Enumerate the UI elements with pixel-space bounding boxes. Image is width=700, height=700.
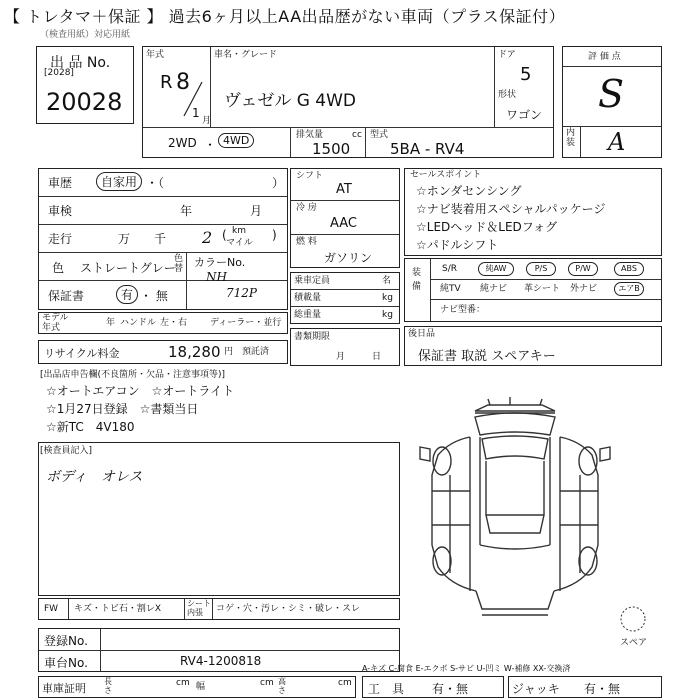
color-code-1: NH <box>206 270 227 284</box>
lot-bracket: [2028] <box>44 68 74 78</box>
car-damage-diagram <box>410 395 620 625</box>
cert-height: 高さ <box>278 677 286 695</box>
year-era: R <box>160 72 173 93</box>
mileage-value: 2 <box>202 228 213 247</box>
equip-aw: 純AW <box>478 262 514 276</box>
color-no-label: カラーNo. <box>194 256 246 269</box>
equip-abs: ABS <box>614 262 644 276</box>
shift-value: AT <box>336 182 352 197</box>
inspection-label: 車検 <box>48 204 73 218</box>
doc-deadline-day: 日 <box>372 352 382 362</box>
banner: 【 トレタマ＋保証 】 過去6ヶ月以上AA出品歴がない車両（プラス保証付） <box>4 7 566 26</box>
spare-tire-icon <box>618 604 648 634</box>
jack-value: 有・無 <box>584 682 621 696</box>
navi-model-label: ナビ型番： <box>440 305 486 315</box>
selling-point-1: ☆ホンダセンシング <box>416 184 522 198</box>
seat-label: シート内張 <box>187 599 211 617</box>
body-type-value: ワゴン <box>506 108 543 122</box>
year-value: 8 <box>176 70 190 95</box>
drive-option-2wd: 2WD <box>168 136 197 150</box>
capacity-unit: 名 <box>382 276 392 286</box>
model-row-handle-opt: 左・右 <box>160 318 188 328</box>
history-title-label: 車歴 <box>48 176 73 190</box>
accessories-label: 後日品 <box>408 329 436 339</box>
year-month: 1 <box>192 106 200 120</box>
mileage-label: 走行 <box>48 232 73 246</box>
fw-label: FW <box>44 604 59 614</box>
score-label: 評 価 点 <box>588 52 621 62</box>
inspector-note: ボディ オレス <box>46 469 143 485</box>
fw-text: キズ・トビ石・割レX <box>74 604 161 614</box>
mileage-km: km <box>232 226 246 236</box>
equip-pw: P/W <box>568 262 598 276</box>
warranty-no: ・ 無 <box>140 289 168 303</box>
equipment-label: 装備 <box>412 268 422 292</box>
shift-label: シフト <box>296 171 324 181</box>
lot-label: 出 品 No. <box>50 55 111 71</box>
year-month-suffix: 月 <box>202 116 212 126</box>
equip-airbag: エアB <box>614 282 644 296</box>
fuel-value: ガソリン <box>324 251 373 265</box>
declaration-line-1: ☆オートエアコン ☆オートライト <box>46 384 235 398</box>
chassis-label: 車台No. <box>44 656 88 670</box>
warranty-label: 保証書 <box>48 289 85 303</box>
equip-leather: 革シート <box>524 284 561 294</box>
interior-label: 内装 <box>566 128 576 148</box>
model-name: ヴェゼル G 4WD <box>224 91 357 111</box>
inspection-year: 年 <box>180 204 193 218</box>
color-value: ストレートグレー <box>80 261 176 275</box>
recycle-value: 18,280 <box>168 343 221 361</box>
fuel-label: 燃 料 <box>296 237 317 247</box>
equip-tv: 純TV <box>440 284 461 294</box>
declaration-line-3: ☆新TC 4V180 <box>46 420 135 434</box>
gross-unit: kg <box>382 310 393 320</box>
jack-label: ジャッキ <box>512 682 560 696</box>
equip-navi: 純ナビ <box>480 284 508 294</box>
accessories-value: 保証書 取説 スペアキー <box>418 349 556 364</box>
damage-codes: A-キズ C-腐食 E-エクボ S-サビ U-凹ミ W-補修 XX-交換済 <box>362 664 571 673</box>
equip-sr: S/R <box>442 264 457 274</box>
displacement-label: 排気量 <box>296 130 324 140</box>
doors-value: 5 <box>520 64 532 85</box>
year-label: 年式 <box>146 50 165 60</box>
recycle-unit: 円 <box>224 347 234 357</box>
model-row-year: 年 <box>106 318 116 328</box>
color-label: 色 <box>52 261 65 275</box>
selling-points-label: セールスポイント <box>410 170 482 180</box>
doc-deadline-label: 書類期限 <box>294 332 331 342</box>
declaration-line-2: ☆1月27日登録 ☆書類当日 <box>46 402 199 416</box>
selling-point-2: ☆ナビ装着用スペシャルパッケージ <box>416 202 606 216</box>
cert-width-unit: cm <box>260 678 274 688</box>
interior-value: A <box>608 128 626 156</box>
seat-text: コゲ・穴・汚レ・シミ・破レ・スレ <box>216 604 361 614</box>
cert-length-unit: cm <box>176 678 190 688</box>
displacement-unit: cc <box>352 130 362 140</box>
color-change-label: 色替 <box>174 254 184 274</box>
cert-label: 車庫証明 <box>42 682 86 695</box>
capacity-label: 乗車定員 <box>294 276 331 286</box>
model-row-label: モデル年式 <box>42 313 69 333</box>
type-code-value: 5BA - RV4 <box>390 140 465 158</box>
equip-ps: P/S <box>526 262 556 276</box>
selling-point-3: ☆LEDヘッド＆LEDフォグ <box>416 220 558 234</box>
sheet-subtitle: （検査用紙）対応用紙 <box>40 30 131 40</box>
recycle-note: 預託済 <box>242 347 270 357</box>
history-title-rest: ・（ ） <box>146 176 285 190</box>
doc-deadline-month: 月 <box>336 352 346 362</box>
lot-number: 20028 <box>46 88 123 116</box>
load-unit: kg <box>382 293 393 303</box>
ac-value: AAC <box>330 216 357 231</box>
cert-height-unit: cm <box>338 678 352 688</box>
score-value: S <box>598 72 625 116</box>
model-row-dealer: ディーラー・並行 <box>210 318 282 328</box>
spare-label: スペア <box>620 638 648 648</box>
tools-label: 工 具 <box>368 682 405 696</box>
warranty-yes: 有 <box>116 285 138 304</box>
ac-label: 冷 房 <box>296 203 317 213</box>
mileage-sen: 千 <box>154 232 167 246</box>
cert-length: 長さ <box>104 677 112 695</box>
chassis-value: RV4-1200818 <box>180 654 262 668</box>
color-code-2: 712P <box>226 286 257 300</box>
drive-separator: ・ <box>204 138 217 152</box>
model-label: 車名・グレード <box>214 50 278 60</box>
model-row-handle: ハンドル <box>120 318 157 328</box>
recycle-label: リサイクル料金 <box>44 347 120 360</box>
doors-label: ドア <box>498 50 516 60</box>
tools-value: 有・無 <box>432 682 469 696</box>
body-type-label: 形状 <box>498 90 517 100</box>
cert-width: 幅 <box>196 682 206 692</box>
selling-point-4: ☆パドルシフト <box>416 238 499 252</box>
equip-ext-navi: 外ナビ <box>570 284 598 294</box>
inspection-month: 月 <box>250 204 263 218</box>
inspector-label: [検査員記入] <box>40 446 93 456</box>
declaration-label: [出品店申告欄(不良箇所・欠品・注意事項等)] <box>40 370 226 380</box>
gross-label: 総重量 <box>294 310 322 320</box>
mileage-mile: マイル <box>226 238 253 248</box>
mileage-man: 万 <box>118 232 131 246</box>
displacement-value: 1500 <box>312 140 351 158</box>
load-label: 積載量 <box>294 293 322 303</box>
type-code-label: 型式 <box>370 130 389 140</box>
history-title-value: 自家用 <box>96 172 142 191</box>
drive-option-4wd: 4WD <box>218 133 254 148</box>
registration-label: 登録No. <box>44 634 88 648</box>
